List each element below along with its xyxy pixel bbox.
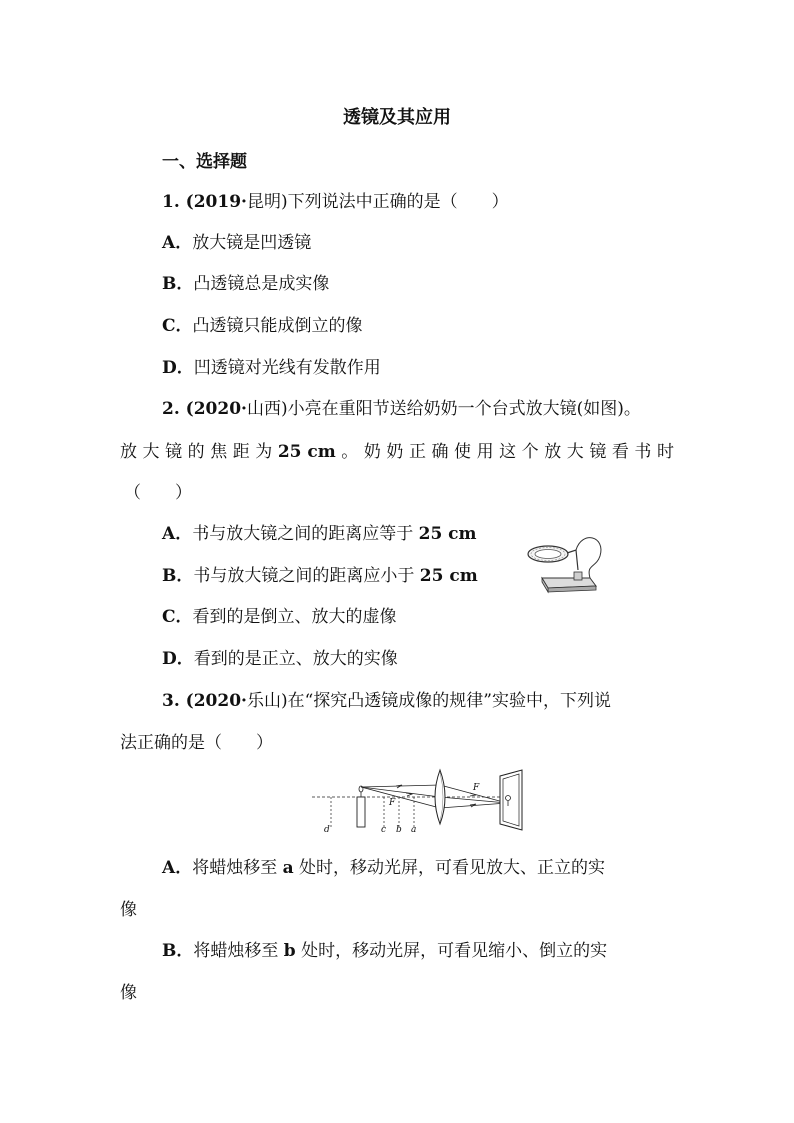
stem-segment: 的 (187, 442, 205, 462)
question-2-blank: （ ） (124, 483, 192, 503)
option-text: 将蜡烛移至 (192, 858, 283, 878)
stem-segment: 镜 (589, 442, 607, 462)
option-text: 看到的是正立、放大的实像 (193, 649, 398, 669)
q1-option-b (162, 272, 329, 296)
option-label: C． (162, 316, 193, 336)
option-text: 处时，移动光屏，可看见缩小、倒立的实 (295, 941, 608, 961)
q2-option-d (162, 647, 398, 671)
q1-option-c (162, 314, 363, 338)
option-position: b (283, 941, 296, 961)
q1-option-d (162, 356, 381, 380)
question-1-stem (162, 190, 509, 214)
question-2-stem-line1 (162, 397, 641, 421)
option-label: A． (162, 524, 193, 544)
question-text: 下列说法中正确的是（ ） (287, 192, 509, 212)
option-label: B． (162, 941, 194, 961)
question-number: 2. (2020· (162, 399, 247, 419)
stem-segment: 奶 (386, 442, 404, 462)
convex-lens-experiment-figure (310, 768, 536, 840)
stem-segment: 确 (431, 442, 449, 462)
figure-label-a: a (411, 825, 417, 835)
section-heading: 一、选择题 (162, 152, 247, 172)
option-label: D． (162, 358, 194, 378)
option-text: 凸透镜总是成实像 (193, 274, 330, 294)
option-value: 25 cm (418, 524, 477, 544)
figure-label-focus-right: F (473, 783, 480, 793)
question-source: 昆明) (246, 192, 288, 212)
option-text: 处时，移动光屏，可看见放大、正立的实 (293, 858, 606, 878)
option-value: 25 cm (419, 566, 478, 586)
option-text: 凸透镜只能成倒立的像 (192, 316, 363, 336)
option-text: 凹透镜对光线有发散作用 (193, 358, 381, 378)
question-3-stem-line2: 法正确的是（ ） (120, 733, 273, 753)
stem-segment: 为 (255, 442, 273, 462)
q3-option-b-line2: 像 (120, 983, 137, 1003)
desk-magnifier-figure (520, 528, 610, 602)
option-text: 书与放大镜之间的距离应小于 (193, 566, 420, 586)
q3-option-a-line2: 像 (120, 900, 137, 920)
question-number: 1. (2019· (162, 192, 247, 212)
figure-label-focus-left: F (389, 798, 396, 808)
option-label: A． (162, 233, 193, 253)
stem-segment: 这 (499, 442, 517, 462)
stem-segment: 个 (521, 442, 539, 462)
question-2-stem-line2 (120, 440, 674, 464)
option-label: B． (162, 566, 194, 586)
question-number: 3. (2020· (162, 691, 247, 711)
stem-segment: 奶 (363, 442, 381, 462)
figure-label-b: b (396, 825, 402, 835)
stem-segment: 时 (656, 442, 674, 462)
option-label: C． (162, 607, 193, 627)
stem-segment: 用 (476, 442, 494, 462)
stem-segment: 焦 (210, 442, 228, 462)
stem-segment: 正 (408, 442, 426, 462)
stem-segment: 大 (142, 442, 160, 462)
stem-segment: 看 (611, 442, 629, 462)
option-text: 将蜡烛移至 (193, 941, 284, 961)
option-text: 书与放大镜之间的距离应等于 (192, 524, 419, 544)
stem-segment: 书 (634, 442, 652, 462)
q1-option-a (162, 231, 311, 255)
figure-label-d: d (324, 825, 330, 835)
stem-segment: 使 (454, 442, 472, 462)
question-text: 在“探究凸透镜成像的规律”实验中，下列说 (287, 691, 611, 711)
figure-label-c: c (381, 825, 387, 835)
question-source: 山西) (246, 399, 288, 419)
stem-segment: 大 (566, 442, 584, 462)
question-3-stem-line1 (162, 689, 611, 713)
option-label: A． (162, 858, 193, 878)
stem-segment: 放 (544, 442, 562, 462)
option-label: B． (162, 274, 194, 294)
q2-option-b (162, 564, 478, 588)
option-text: 看到的是倒立、放大的虚像 (192, 607, 397, 627)
page-title: 透镜及其应用 (343, 107, 451, 128)
q3-option-b-line1 (162, 939, 607, 963)
question-text: 小亮在重阳节送给奶奶一个台式放大镜(如图)。 (287, 399, 641, 419)
stem-segment: 25 cm (277, 442, 336, 462)
option-text: 放大镜是凹透镜 (192, 233, 312, 253)
option-label: D． (162, 649, 194, 669)
q2-option-c (162, 605, 397, 629)
stem-segment: 镜 (165, 442, 183, 462)
q3-option-a-line1 (162, 856, 605, 880)
question-source: 乐山) (246, 691, 288, 711)
q2-option-a (162, 522, 477, 546)
stem-segment: 。 (341, 442, 359, 462)
option-position: a (282, 858, 294, 878)
stem-segment: 放 (120, 442, 137, 462)
stem-segment: 距 (232, 442, 250, 462)
